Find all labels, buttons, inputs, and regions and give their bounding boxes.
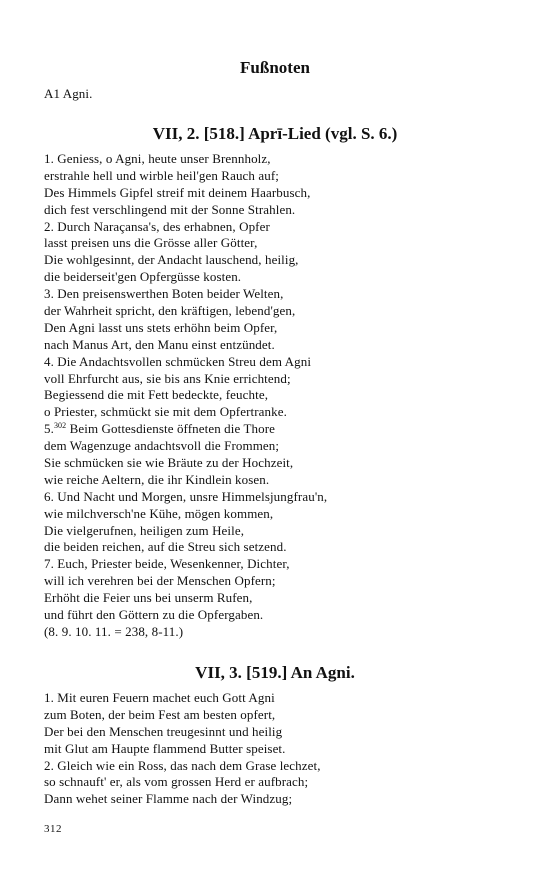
verse-line: Die vielgerufnen, heiligen zum Heile, (44, 522, 245, 538)
footnotes-heading: Fußnoten (240, 58, 310, 77)
section-519-body (44, 690, 321, 808)
verse-line: 4. Die Andachtsvollen schmücken Streu dem Agni (44, 353, 312, 369)
verse-line: 1. Geniess, o Agni, heute unser Brennholz, (44, 151, 271, 166)
verse-line: 2. Gleich wie ein Ross, das nach dem Grase lechzet, (44, 757, 321, 773)
verse-line: will ich verehren bei der Menschen Opfern; (44, 573, 276, 589)
verse-line: erstrahle hell und wirble heil'gen Rauch auf; (44, 167, 279, 183)
verse-line: wie milchversch'ne Kühe, mögen kommen, (44, 505, 274, 521)
verse-line: mit Glut am Haupte flammend Butter speiset. (44, 740, 286, 756)
verse-line: und führt den Göttern zu die Opfergaben. (44, 607, 264, 623)
footnote-ref-302[interactable]: 302 (53, 421, 67, 431)
page-number: 312 (44, 823, 62, 835)
verse-line: die beiden reichen, auf die Streu sich setzend. (44, 539, 287, 555)
footnote-a1 (44, 86, 92, 103)
verse-line: der Wahrheit spricht, den kräftigen, lebend'gen, (44, 303, 296, 319)
footnote-a1-text: A1 Agni. (44, 86, 93, 101)
verse-line: 3. Den preisenswerthen Boten beider Welten, (44, 286, 284, 302)
verse-line: Des Himmels Gipfel streif mit deinem Haarbusch, (44, 184, 311, 200)
verse-line: dem Wagenzuge andachtsvoll die Frommen; (44, 438, 280, 454)
section-heading-518: VII, 2. [518.] Aprī-Lied (vgl. S. 6.) (152, 124, 398, 143)
verse-line: 2. Durch Naraçansa's, des erhabnen, Opfer (44, 218, 270, 234)
verse-line: 1. Mit euren Feuern machet euch Gott Agni (44, 690, 275, 705)
verse-line: Die wohlgesinnt, der Andacht lauschend, heilig, (44, 252, 299, 268)
verse-line: die beiderseit'gen Opfergüsse kosten. (44, 269, 242, 285)
verse-text: Beim Gottesdienste öffneten die Thore (66, 421, 276, 437)
verse-line: voll Ehrfurcht aus, sie bis ans Knie errichtend; (44, 370, 291, 386)
verse-line: Begiessend die mit Fett bedeckte, feuchte, (44, 387, 269, 403)
verse-line: Erhöht die Feier uns bei unserm Rufen, (44, 590, 253, 606)
verse-line: dich fest verschlingend mit der Sonne Strahlen. (44, 201, 296, 217)
verse-line: wie reiche Aeltern, die ihr Kindlein kosen. (44, 471, 270, 487)
verse-line: nach Manus Art, den Manu einst entzündet. (44, 336, 275, 352)
verse-line: Dann wehet seiner Flamme nach der Windzug; (44, 791, 293, 807)
verse-line: Den Agni lasst uns stets erhöhn beim Opfer, (44, 319, 278, 335)
verse-line: 7. Euch, Priester beide, Wesenkenner, Dichter, (44, 556, 290, 572)
verse-line: zum Boten, der beim Fest am besten opfert, (44, 706, 276, 722)
verse-line: lasst preisen uns die Grösse aller Götter, (44, 235, 258, 251)
verse-line-5 (44, 421, 327, 438)
verse-line: Sie schmücken sie wie Bräute zu der Hochzeit, (44, 455, 294, 471)
verse-line: o Priester, schmückt sie mit dem Opfertranke. (44, 404, 287, 420)
verse-reference: (8. 9. 10. 11. = 238, 8-11.) (44, 623, 184, 639)
verse-line: 6. Und Nacht und Morgen, unsre Himmelsjungfrau'n, (44, 488, 328, 504)
section-heading-519: VII, 3. [519.] An Agni. (195, 663, 355, 682)
verse-line: Der bei den Menschen treugesinnt und heilig (44, 723, 283, 739)
section-518-body (44, 151, 327, 641)
verse-line: so schnauft' er, als vom grossen Herd er aufbrach; (44, 774, 309, 790)
verse-number: 5. (44, 421, 54, 437)
